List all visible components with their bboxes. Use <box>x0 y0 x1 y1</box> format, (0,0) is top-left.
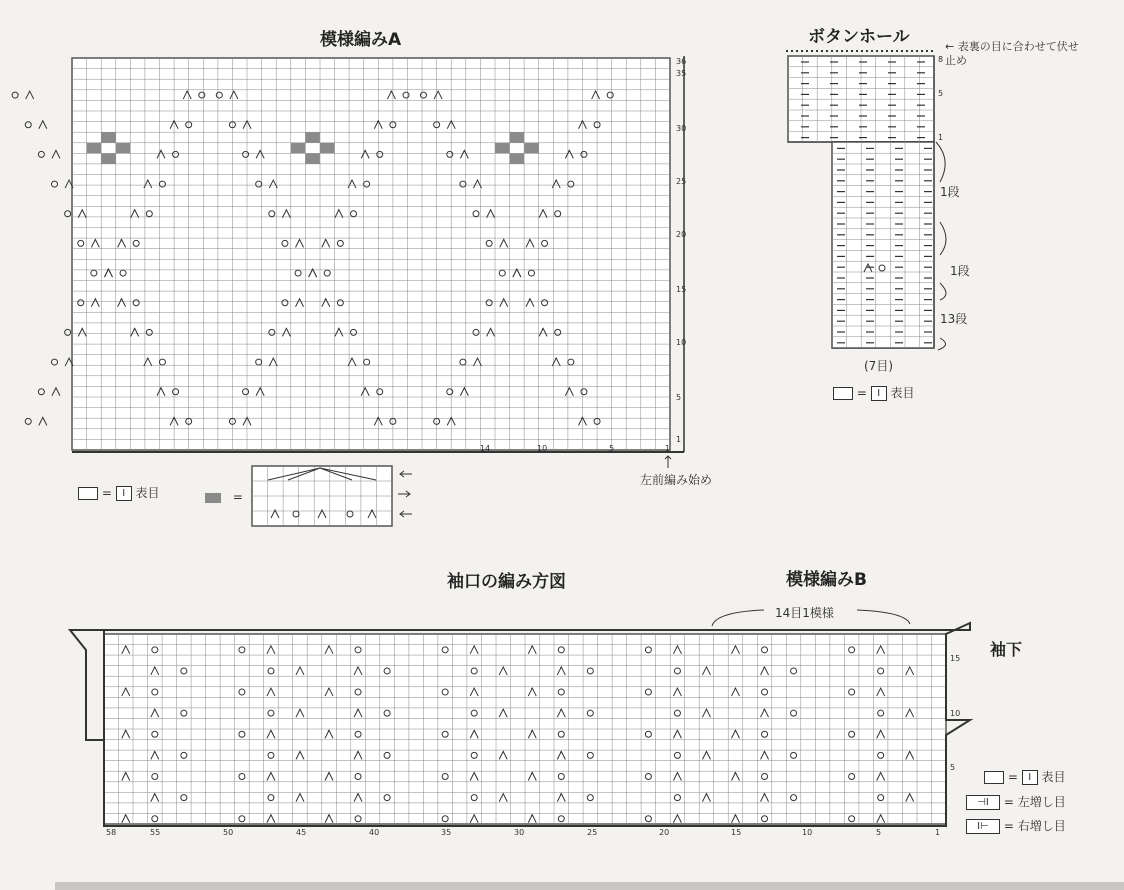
blank-square-icon <box>833 387 853 400</box>
pattern-a-row-label: 20 <box>676 230 687 239</box>
blank-square-icon <box>78 487 98 500</box>
yarn-over-symbol <box>25 122 31 128</box>
shaded-cell <box>305 132 320 143</box>
right-increase-icon: I⊢ <box>966 819 1000 834</box>
pattern-b-col-label: 30 <box>514 828 525 837</box>
shaded-cell <box>116 143 131 154</box>
blank-square-icon <box>984 771 1004 784</box>
shaded-legend: = <box>205 490 243 504</box>
ssk-symbol <box>39 417 47 425</box>
shaded-cell <box>305 153 320 164</box>
yarn-over-symbol <box>65 211 71 217</box>
stitch-count-label: (7目) <box>864 359 893 373</box>
pattern-b-title: 模様編みB <box>786 570 867 590</box>
row-direction-arrow-icon <box>398 491 410 497</box>
sleeve-underarm-label: 袖下 <box>990 640 1023 659</box>
pattern-b-col-label: 20 <box>659 828 670 837</box>
pattern-b-col-label: 50 <box>223 828 234 837</box>
pattern-a-row-label: 25 <box>676 177 687 186</box>
pattern-b-col-label: 25 <box>587 828 598 837</box>
pattern-b-col-label: 1 <box>935 828 941 837</box>
row-direction-arrow-icon <box>400 471 412 477</box>
shaded-cell <box>524 143 539 154</box>
shaded-cell <box>101 153 116 164</box>
shaded-cell <box>87 143 102 154</box>
pattern-a-title: 模様編みA <box>320 30 402 50</box>
bindoff-note: ← 表裏の目に合わせて伏せ止め <box>945 40 1079 67</box>
pattern-b-col-label: 35 <box>441 828 452 837</box>
buttonhole-row-label: 1 <box>938 133 944 142</box>
yarn-over-symbol <box>38 151 44 157</box>
shaded-cell <box>510 132 525 143</box>
pattern-a-row-label: 36 <box>676 57 687 66</box>
pattern-b-row-label: 10 <box>950 709 961 718</box>
pattern-b-col-label: 55 <box>150 828 161 837</box>
rows-1b-label: 1段 <box>950 264 970 278</box>
pattern-a-row-label: 15 <box>676 285 687 294</box>
shaded-cell <box>510 153 525 164</box>
knit-symbol-icon: I <box>116 486 132 501</box>
pattern-a-row-label: 1 <box>676 435 682 444</box>
pattern-a-col-label: 1 <box>665 444 671 453</box>
pattern-b-col-label: 45 <box>296 828 307 837</box>
buttonhole-legend: = I 表目 <box>833 384 915 401</box>
rows-13-label: 13段 <box>940 312 968 326</box>
pattern-a-legend: = I 表目 <box>78 484 160 501</box>
yarn-over-symbol <box>51 181 57 187</box>
pattern-b-col-label: 15 <box>731 828 742 837</box>
page-bottom-band <box>55 882 1124 890</box>
yarn-over-symbol <box>51 359 57 365</box>
pattern-a-col-label: 14 <box>480 444 491 453</box>
pattern-b-col-label: 10 <box>802 828 813 837</box>
pattern-a-row-label: 5 <box>676 393 682 402</box>
yarn-over-symbol <box>65 329 71 335</box>
repeat-label: 14目1模様 <box>775 606 834 620</box>
ssk-symbol <box>26 91 34 99</box>
pattern-b-row-label: 15 <box>950 654 961 663</box>
ssk-symbol <box>39 121 47 129</box>
pattern-a-row-label: 10 <box>676 338 687 347</box>
yarn-over-symbol <box>25 418 31 424</box>
start-note: 左前編み始め <box>640 473 713 487</box>
shaded-cell <box>291 143 306 154</box>
buttonhole-row-label: 8 <box>938 55 944 64</box>
shaded-cell <box>320 143 335 154</box>
buttonhole-row-label: 5 <box>938 89 944 98</box>
ssk-symbol <box>52 388 60 396</box>
start-arrow-icon <box>665 456 671 468</box>
yarn-over-symbol <box>38 389 44 395</box>
shaded-cell <box>495 143 510 154</box>
pattern-b-left-step <box>72 630 104 826</box>
pattern-b-row-label: 5 <box>950 763 956 772</box>
ssk-symbol <box>52 150 60 158</box>
row-direction-arrow-icon <box>400 511 412 517</box>
buttonhole-band-grid <box>832 142 934 348</box>
pattern-a-col-label: 5 <box>609 444 615 453</box>
pattern-a-row-label: 35 <box>676 69 687 78</box>
rows-1a-label: 1段 <box>940 185 960 199</box>
pattern-b-col-label: 5 <box>876 828 882 837</box>
pattern-a-grid <box>72 58 670 450</box>
shaded-cell <box>101 132 116 143</box>
legend-b-right-inc: I⊢ = 右増し目 <box>966 817 1066 834</box>
knit-symbol-icon: I <box>1022 770 1038 785</box>
shaded-square-icon <box>205 493 221 503</box>
pattern-b-col-label: 40 <box>369 828 380 837</box>
cuff-title: 袖口の編み方図 <box>447 572 566 592</box>
pattern-b-col-label: 58 <box>106 828 117 837</box>
pattern-a-row-label: 30 <box>676 124 687 133</box>
legend-b-knit: = I 表目 <box>984 768 1066 785</box>
buttonhole-title: ボタンホール <box>808 27 910 47</box>
legend-b-left-inc: ⊣I = 左増し目 <box>966 793 1066 810</box>
knit-symbol-icon: I <box>871 386 887 401</box>
left-increase-icon: ⊣I <box>966 795 1000 810</box>
pattern-a-col-label: 10 <box>537 444 548 453</box>
yarn-over-symbol <box>12 92 18 98</box>
